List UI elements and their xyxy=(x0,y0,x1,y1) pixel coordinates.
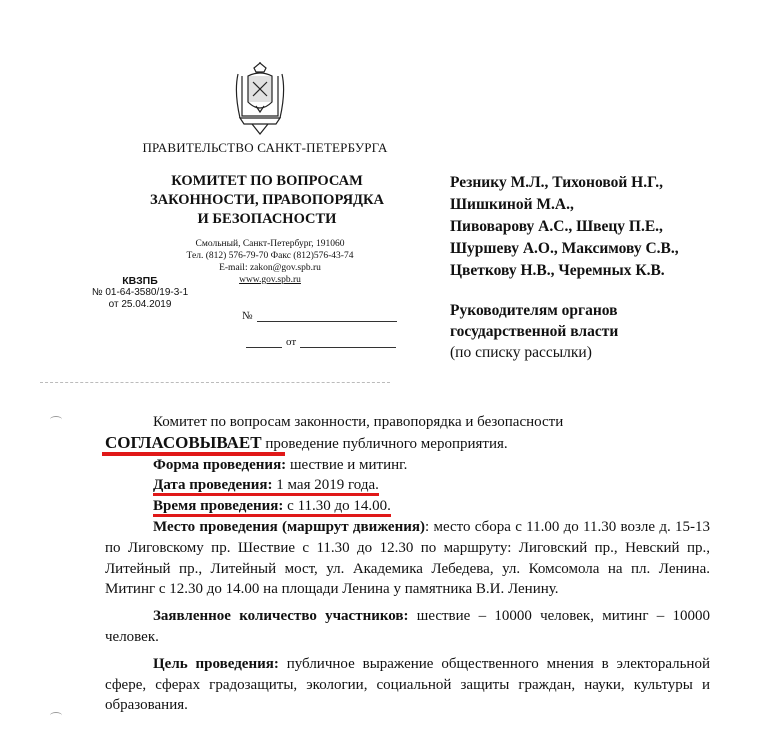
punch-mark xyxy=(50,416,62,423)
addressee-line: Цветкову Н.В., Черемных К.В. xyxy=(450,262,665,279)
form-line: Форма проведения: шествие и митинг. xyxy=(153,456,408,473)
time-line: Время проведения: с 11.30 до 14.00. xyxy=(105,496,710,517)
recipients-block: Руководителям органов государственной власти (по списку рассылки) xyxy=(450,300,750,363)
date-line: Дата проведения: 1 мая 2019 года. xyxy=(105,475,710,496)
divider xyxy=(40,382,390,383)
mailing-list-note: (по списку рассылки) xyxy=(450,344,592,361)
addressee-list xyxy=(450,172,750,282)
coat-of-arms-icon xyxy=(232,62,288,136)
stamp-title: КВЗПБ xyxy=(122,275,158,287)
committee-name: КОМИТЕТ ПО ВОПРОСАМ ЗАКОННОСТИ, ПРАВОПОРЯДКА И БЕЗОПАСНОСТИ xyxy=(149,173,385,227)
intro-paragraph: Комитет по вопросам законности, правопорядка и безопасности xyxy=(153,414,564,430)
count-paragraph: Заявленное количество участников: шествие – 10000 человек, митинг – 10000 человек. xyxy=(105,608,710,645)
address: Смольный, Санкт-Петербург, 191060 xyxy=(195,239,345,249)
purpose-paragraph: Цель проведения: публичное выражение общественного мнения в электоральной сфере, сферах градозащиты, экологии, социальной защиты граждан, науки, культуры и образования. xyxy=(105,655,710,714)
website-link: www.gov.spb.ru xyxy=(239,275,301,285)
email: E-mail: zakon@gov.spb.ru xyxy=(219,263,321,273)
addressee-line: Шишкиной М.А., xyxy=(450,196,574,213)
approval-line: СОГЛАСОВЫВАЕТ проведение публичного мероприятия. xyxy=(105,432,508,452)
addressee-line: Пивоварову А.С., Швецу П.Е., xyxy=(450,218,663,235)
phones: Тел. (812) 576-79-70 Факс (812)576-43-74 xyxy=(186,251,354,261)
government-name: ПРАВИТЕЛЬСТВО САНКТ-ПЕТЕРБУРГА xyxy=(142,140,388,155)
letter-body xyxy=(105,412,710,716)
addressee-line: Резнику М.Л., Тихоновой Н.Г., xyxy=(450,174,663,191)
number-field: № xyxy=(242,310,397,322)
punch-mark xyxy=(50,712,62,719)
place-paragraph: Место проведения (маршрут движения): место сбора с 11.00 до 11.30 возле д. 15-13 по Лиговскому пр. Шествие с 11.30 до 12.30 по маршруту: Лиговский пр., Невский пр., Литейный пр., Литейный мост, ул. Академика Лебедева, ул. Комсомола на пл. Ленина. Митинг с 12.30 до 14.00 на площади Ленина у памятника В.И. Ленину. xyxy=(105,518,710,598)
stamp-number: № 01-64-3580/19-3-1 xyxy=(91,287,189,298)
stamp-date: от 25.04.2019 xyxy=(108,299,172,310)
registration-stamp xyxy=(85,275,195,311)
addressee-line: Шуршеву А.О., Максимову С.В., xyxy=(450,240,679,257)
date-field: от xyxy=(246,336,396,348)
approval-word: СОГЛАСОВЫВАЕТ xyxy=(105,432,262,452)
